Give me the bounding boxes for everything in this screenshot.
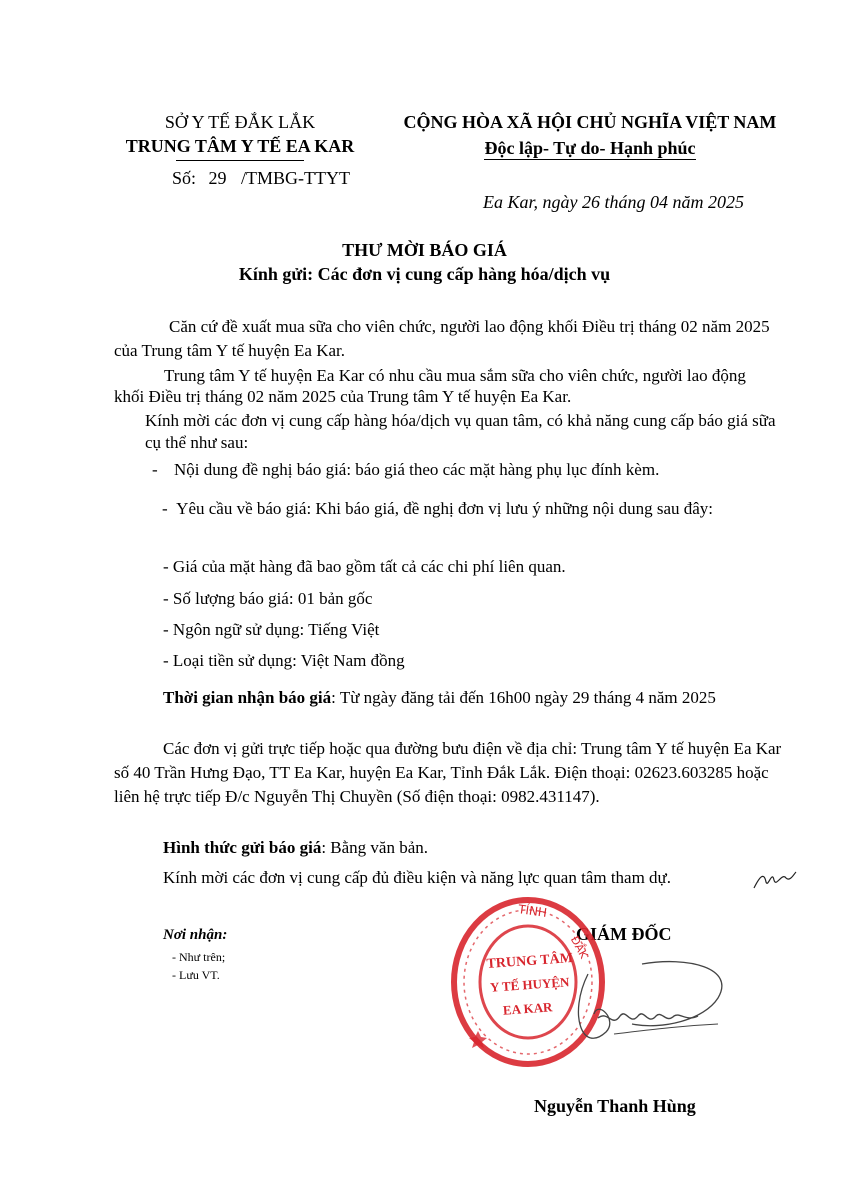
document-title: THƯ MỜI BÁO GIÁ xyxy=(342,240,507,260)
paragraph-form xyxy=(163,836,428,860)
header-center: TRUNG TÂM Y TẾ EA KAR xyxy=(125,136,355,156)
date-day: 26 xyxy=(582,192,600,212)
initial-mark xyxy=(752,866,798,892)
stamp-top-text: TỈNH xyxy=(517,902,548,920)
signer-name: Nguyễn Thanh Hùng xyxy=(534,1096,696,1116)
stamp-line1: TRUNG TÂM xyxy=(486,951,574,973)
paragraph-address: Các đơn vị gửi trực tiếp hoặc qua đường bưu điện về địa chỉ: Trung tâm Y tế huyện Ea Kar số 40 Trần Hưng Đạo, TT Ea Kar, huyện Ea Kar, Tỉnh Đắk Lắk. Điện thoại: 02623.603285 hoặc liên hệ trực tiếp Đ/c Nguyễn Thị Chuyền (Số điện thoại: 0982.431147). xyxy=(114,739,782,806)
date-month: 04 xyxy=(650,192,669,212)
stamp-side-text: ĐẮK xyxy=(567,934,591,961)
time-label: Thời gian nhận báo giá xyxy=(163,688,332,707)
signer-title: GIÁM ĐỐC xyxy=(576,924,672,944)
form-text: : Bằng văn bản. xyxy=(321,838,429,857)
number-label: Số: xyxy=(172,168,197,188)
bullet-dash: - xyxy=(162,499,177,518)
number-value: 29 xyxy=(208,168,227,188)
form-label: Hình thức gửi báo giá xyxy=(163,838,322,857)
time-text: : Từ ngày đăng tải đến 16h00 ngày 29 tháng 4 năm 2025 xyxy=(331,688,716,707)
date-year: 2025 xyxy=(708,192,745,212)
requirement-price: - Giá của mặt hàng đã bao gồm tất cả các chi phí liên quan. xyxy=(163,557,566,576)
paragraph-need: Trung tâm Y tế huyện Ea Kar có nhu cầu mua sắm sữa cho viên chức, người lao động khối Điều trị tháng 02 năm 2025 của Trung tâm Y tế huyện Ea Kar. xyxy=(114,366,746,406)
header-underline-left xyxy=(176,160,304,161)
date-month-label: tháng xyxy=(604,192,646,212)
bullet-dash: - xyxy=(152,460,158,479)
paragraph-basis: Căn cứ đề xuất mua sữa cho viên chức, người lao động khối Điều trị tháng 02 năm 2025 của Trung tâm Y tế huyện Ea Kar. xyxy=(114,317,770,360)
number-suffix: /TMBG-TTYT xyxy=(241,168,350,188)
requirement-quantity: - Số lượng báo giá: 01 bản gốc xyxy=(163,589,373,608)
requirement-currency: - Loại tiền sử dụng: Việt Nam đồng xyxy=(163,651,405,670)
recipient-line: Kính gửi: Các đơn vị cung cấp hàng hóa/dịch vụ xyxy=(238,264,611,284)
document-date xyxy=(483,192,744,213)
bullet-requirements-text: Yêu cầu về báo giá: Khi báo giá, đề nghị đơn vị lưu ý những nội dung sau đây: xyxy=(176,499,714,518)
requirement-language: - Ngôn ngữ sử dụng: Tiếng Việt xyxy=(163,620,380,639)
date-year-label: năm xyxy=(672,192,704,212)
country-title: CỘNG HÒA XÃ HỘI CHỦ NGHĨA VIỆT NAM xyxy=(403,112,777,132)
paragraph-closing: Kính mời các đơn vị cung cấp đủ điều kiện và năng lực quan tâm tham dự. xyxy=(163,868,672,887)
paragraph-invitation: Kính mời các đơn vị cung cấp hàng hóa/dịch vụ quan tâm, có khả năng cung cấp báo giá sữa cụ thể như sau: xyxy=(145,411,776,452)
motto-text: Độc lập- Tự do- Hạnh phúc xyxy=(484,138,696,158)
bullet-content-text: Nội dung đề nghị báo giá: báo giá theo các mặt hàng phụ lục đính kèm. xyxy=(174,460,660,479)
date-prefix: Ea Kar, ngày xyxy=(483,192,578,212)
header-dept: SỞ Y TẾ ĐẮK LẮK xyxy=(164,112,316,132)
paragraph-time xyxy=(114,686,784,710)
stamp-line2: Y TẾ HUYỆN xyxy=(489,974,570,995)
stamp-line3: EA KAR xyxy=(502,999,553,1018)
recipients-label: Nơi nhận: xyxy=(163,927,228,943)
signature xyxy=(558,954,748,1074)
document-number xyxy=(172,168,350,189)
bullet-requirements xyxy=(114,497,779,521)
recipient-item: - Như trên; xyxy=(172,950,226,964)
motto xyxy=(380,138,800,159)
recipient-item: - Lưu VT. xyxy=(172,968,220,982)
bullet-content xyxy=(152,458,792,482)
